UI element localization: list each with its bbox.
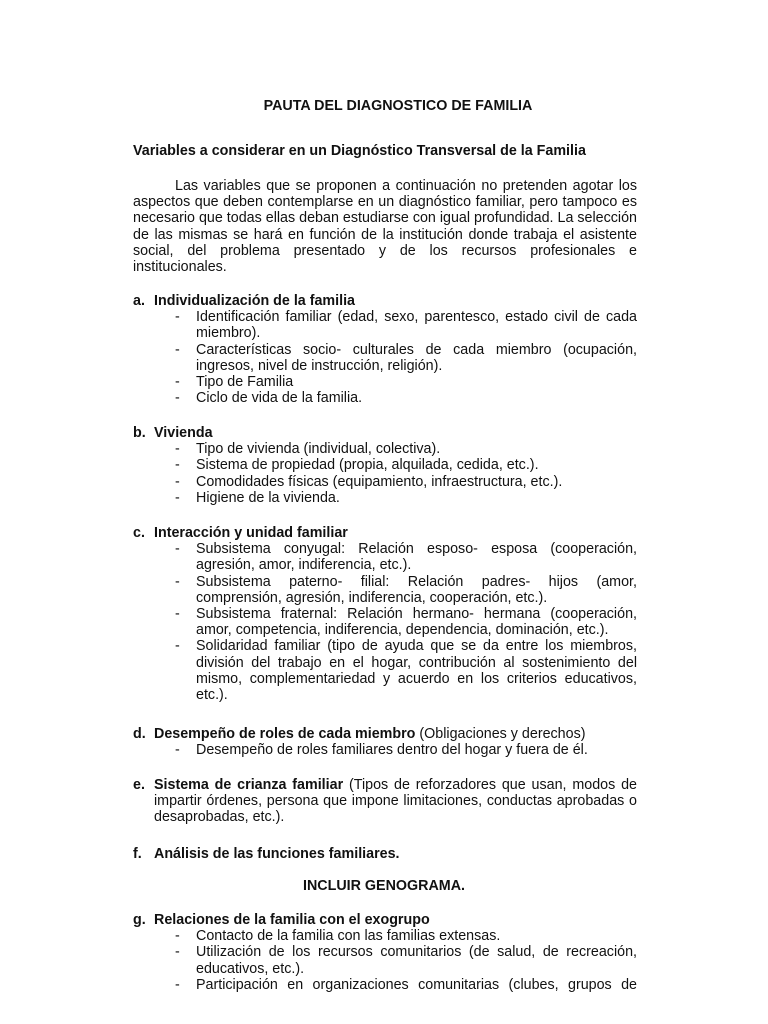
section-letter: d. xyxy=(133,726,146,742)
section-letter: a. xyxy=(133,293,145,309)
dash-bullet: - xyxy=(175,541,180,558)
section-note: (Obligaciones y derechos) xyxy=(419,726,586,742)
list-item: - Características socio- culturales de cada miembro (ocupación, ingresos, nivel de instrucción, religión). xyxy=(175,341,637,374)
section-c xyxy=(133,525,637,703)
document-subtitle: Variables a considerar en un Diagnóstico Transversal de la Familia xyxy=(133,143,586,159)
list-item: - Subsistema fraternal: Relación hermano- hermana (cooperación, amor, competencia, indiferencia, dependencia, dominación, etc.). xyxy=(175,606,637,639)
dash-bullet: - xyxy=(175,309,180,326)
section-note: (Tipos de reforzadores que usan, modos de impartir órdenes, persona que impone limitaciones, conductas aprobadas o desaprobadas, etc.). xyxy=(154,777,637,826)
list-item: - Comodidades físicas (equipamiento, infraestructura, etc.). xyxy=(175,473,563,490)
section-letter: f. xyxy=(133,846,142,862)
section-letter: e. xyxy=(133,777,145,793)
section-heading: Vivienda xyxy=(154,425,213,441)
section-heading: Individualización de la familia xyxy=(154,293,356,309)
dash-bullet: - xyxy=(175,638,180,655)
dash-bullet: - xyxy=(175,489,180,506)
list-item: - Higiene de la vivienda. xyxy=(175,489,340,506)
section-heading: Desempeño de roles de cada miembro xyxy=(154,726,416,742)
dash-bullet: - xyxy=(175,341,180,358)
list-item: - Identificación familiar (edad, sexo, parentesco, estado civil de cada miembro). xyxy=(175,309,637,342)
list-item: - Participación en organizaciones comunitarias (clubes, grupos de xyxy=(175,976,637,993)
section-g xyxy=(133,912,637,993)
dash-bullet: - xyxy=(175,473,180,490)
list-item: - Sistema de propiedad (propia, alquilada, cedida, etc.). xyxy=(175,457,539,474)
dash-bullet: - xyxy=(175,441,180,458)
section-heading: Sistema de crianza familiar xyxy=(154,777,344,793)
list-item: - Utilización de los recursos comunitarios (de salud, de recreación, educativos, etc.). xyxy=(175,944,637,977)
dash-bullet: - xyxy=(175,390,180,407)
genogram-note: INCLUIR GENOGRAMA. xyxy=(302,878,466,894)
dash-bullet: - xyxy=(175,573,180,590)
dash-bullet: - xyxy=(175,374,180,391)
list-item: - Subsistema conyugal: Relación esposo- esposa (cooperación, agresión, amor, indiferencia, etc.). xyxy=(175,541,637,574)
section-heading: Análisis de las funciones familiares. xyxy=(154,846,400,862)
section-e xyxy=(133,777,637,826)
dash-bullet: - xyxy=(175,742,180,759)
dash-bullet: - xyxy=(175,606,180,623)
section-a xyxy=(133,293,637,406)
section-b xyxy=(133,425,637,506)
section-heading: Interacción y unidad familiar xyxy=(154,525,348,541)
section-heading: Relaciones de la familia con el exogrupo xyxy=(154,912,430,928)
list-item: - Tipo de Familia xyxy=(175,374,294,391)
dash-bullet: - xyxy=(175,928,180,945)
dash-bullet: - xyxy=(175,457,180,474)
dash-bullet: - xyxy=(175,976,180,993)
list-item: - Solidaridad familiar (tipo de ayuda que se da entre los miembros, división del trabajo en el hogar, contribución al sostenimiento del mismo, complementariedad y acuerdo en los criterios educativos, etc.). xyxy=(175,638,637,704)
section-f xyxy=(133,846,637,862)
dash-bullet: - xyxy=(175,944,180,961)
list-item: - Tipo de vivienda (individual, colectiva). xyxy=(175,441,441,458)
section-letter: c. xyxy=(133,525,145,541)
section-d xyxy=(133,726,637,758)
list-item: - Contacto de la familia con las familias extensas. xyxy=(175,928,501,945)
intro-paragraph: Las variables que se proponen a continuación no pretenden agotar los aspectos que deben contemplarse en un diagnóstico familiar, pero tampoco es necesario que todas ellas deban estudiarse con igual profundidad. La selección de las mismas se hará en función de la institución donde trabaja el asistente social, del problema presentado y de los recursos profesionales e institucionales. xyxy=(133,178,637,276)
list-item: - Subsistema paterno- filial: Relación padres- hijos (amor, comprensión, agresión, indiferencia, cooperación, etc.). xyxy=(175,573,637,606)
document-title: PAUTA DEL DIAGNOSTICO DE FAMILIA xyxy=(263,98,533,114)
section-letter: b. xyxy=(133,425,146,441)
list-item: - Desempeño de roles familiares dentro del hogar y fuera de él. xyxy=(175,742,588,759)
list-item: - Ciclo de vida de la familia. xyxy=(175,390,363,407)
section-letter: g. xyxy=(133,912,146,928)
